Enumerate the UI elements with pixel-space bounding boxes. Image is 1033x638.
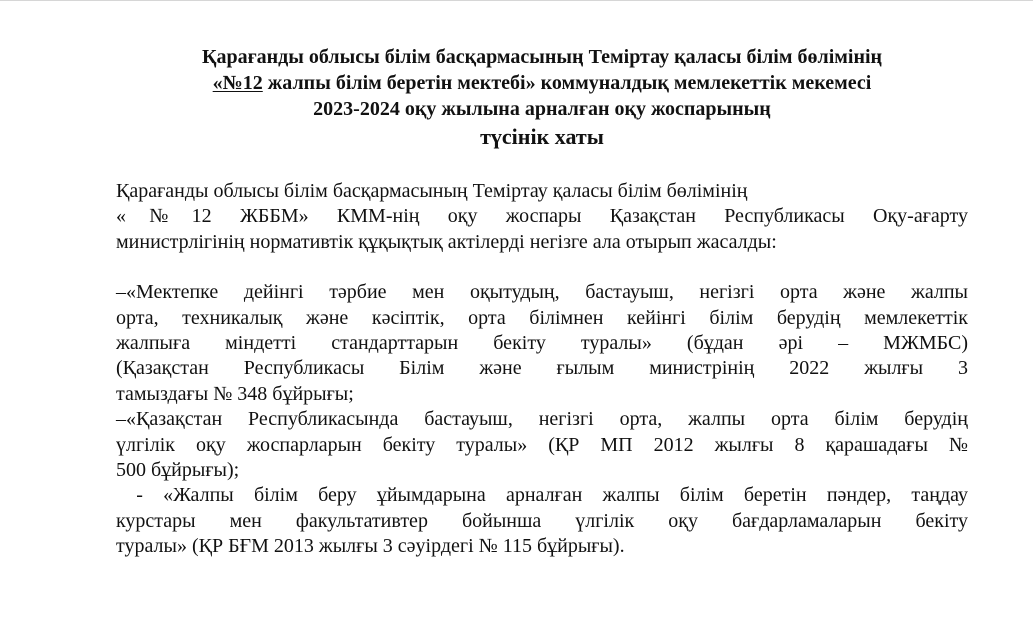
list-item-line: туралы» (ҚР БҒМ 2013 жылғы 3 сәуірдегі № 115 бұйрығы). <box>116 535 625 558</box>
document-text <box>116 179 968 560</box>
heading-line-2-rest: жалпы білім беретін мектебі» коммуналдық мемлекеттік мекемесі <box>262 72 872 94</box>
heading-line-3: 2023-2024 оқу жылына арналған оқу жоспарының <box>313 98 771 120</box>
list-item-line: –«Қазақстан Республикасында бастауыш, негізгі орта, жалпы орта білім берудің <box>116 408 968 431</box>
list-item-line: жалпыға міндетті стандарттарын бекіту туралы» (бұдан әрі – МЖМБС) <box>116 332 968 355</box>
list-item-line: 500 бұйрығы); <box>116 459 240 482</box>
page-top-edge <box>0 0 1033 1</box>
document-body <box>116 44 968 560</box>
list-item-curriculum <box>116 407 968 483</box>
list-item-line: –«Мектепке дейінгі тәрбие мен оқытудың, бастауыш, негізгі орта және жалпы <box>116 281 968 304</box>
document-heading <box>116 44 968 151</box>
list-item-line: үлгілік оқу жоспарларын бекіту туралы» (ҚР МП 2012 жылғы 8 қарашадағы № <box>116 433 968 456</box>
list-item-line: тамыздағы № 348 бұйрығы; <box>116 382 354 405</box>
heading-line-1: Қарағанды облысы білім басқармасының Теміртау қаласы білім бөлімінің <box>201 46 883 68</box>
list-item-line: курстары мен факультативтер бойынша үлгілік оқу бағдарламаларын бекіту <box>116 509 968 532</box>
list-item-mzhmbs <box>116 280 968 407</box>
intro-line: министрлігінің нормативтік құқықтық актілерді негізге ала отырып жасалды: <box>116 230 777 253</box>
list-item-line: - «Жалпы білім беру ұйымдарына арналған жалпы білім беретін пәндер, таңдау <box>116 484 968 507</box>
intro-paragraph <box>116 179 968 255</box>
heading-school-number: «№12 <box>212 72 263 94</box>
paragraph-gap <box>116 255 968 280</box>
intro-line: Қарағанды облысы білім басқармасының Теміртау қаласы білім бөлімінің <box>116 180 748 202</box>
list-item-line: (Қазақстан Республикасы Білім және ғылым министрінің 2022 жылғы 3 <box>116 357 968 380</box>
list-item-line: орта, техникалық және кәсіптік, орта білімнен кейінгі білім берудің мемлекеттік <box>116 306 968 329</box>
heading-line-2 <box>116 70 968 96</box>
document-title: түсінік хаты <box>480 124 604 149</box>
intro-line: «№12 ЖББМ» КММ-нің оқу жоспары Қазақстан Республикасы Оқу-ағарту <box>116 205 968 228</box>
list-item-programs <box>116 483 968 559</box>
